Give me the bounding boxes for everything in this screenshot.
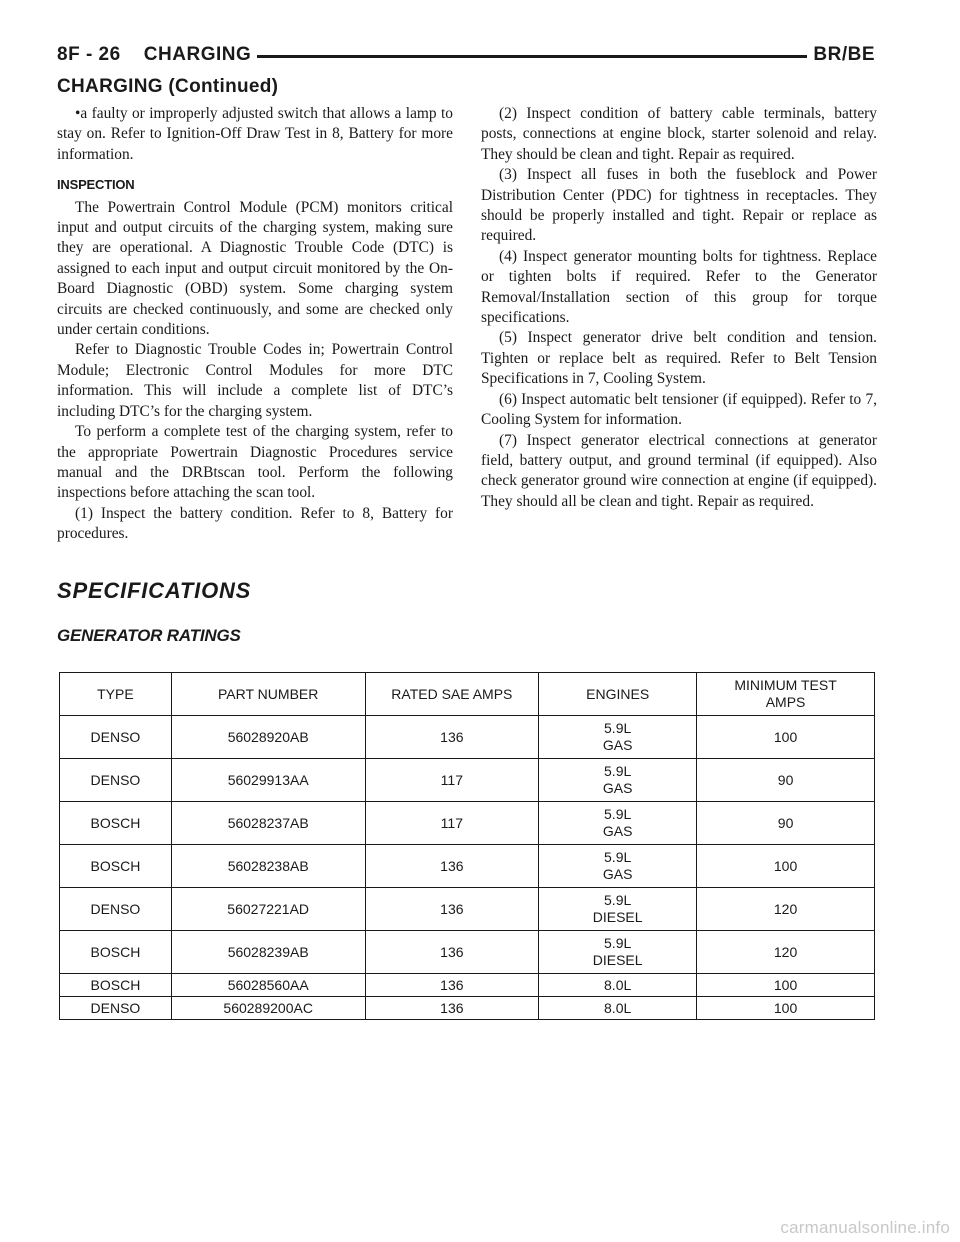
specifications-heading: SPECIFICATIONS <box>57 578 252 603</box>
cell-rated-amps: 117 <box>365 802 539 845</box>
cell-min-test-amps: 90 <box>697 759 875 802</box>
table-row <box>60 974 875 997</box>
table-row <box>60 802 875 845</box>
table-row <box>60 759 875 802</box>
cell-type: BOSCH <box>60 845 172 888</box>
section-continued-heading: CHARGING (Continued) <box>57 76 279 97</box>
cell-part-number: 56027221AD <box>171 888 365 931</box>
cell-engine: 5.9L GAS <box>539 759 697 802</box>
column-header: RATED SAE AMPS <box>365 673 539 716</box>
column-header: ENGINES <box>539 673 697 716</box>
step-1: (1) Inspect the battery condition. Refer to 8, Battery for procedures. <box>57 504 453 543</box>
cell-engine: 5.9L GAS <box>539 802 697 845</box>
cell-min-test-amps: 90 <box>697 802 875 845</box>
generator-ratings-table <box>59 672 875 1020</box>
step-7: (7) Inspect generator electrical connections at generator field, battery output, and ground terminal (if equipped). Also check generator ground wire connection at engine (if equipped). They should all be clean and tight. Repair as required. <box>481 431 877 510</box>
cell-engine: 8.0L <box>539 974 697 997</box>
cell-rated-amps: 136 <box>365 974 539 997</box>
cell-type: DENSO <box>60 997 172 1020</box>
paragraph: Refer to Diagnostic Trouble Codes in; Powertrain Control Module; Electronic Control Modules for more DTC information. This will include a complete list of DTC’s including DTC’s for the charging system. <box>57 341 453 420</box>
step-4: (4) Inspect generator mounting bolts for tightness. Replace or tighten bolts if required. Refer to the Generator Removal/Installation section of this group for torque specifications. <box>481 247 877 327</box>
cell-min-test-amps: 100 <box>697 974 875 997</box>
paragraph: The Powertrain Control Module (PCM) monitors critical input and output circuits of the charging system, making sure they are operational. A Diagnostic Trouble Code (DTC) is assigned to each input and output circuit monitored by the On-Board Diagnostic (OBD) system. Some charging system circuits are checked continuously, and some are checked only under certain conditions. <box>57 198 453 339</box>
cell-min-test-amps: 120 <box>697 888 875 931</box>
cell-rated-amps: 136 <box>365 716 539 759</box>
cell-min-test-amps: 100 <box>697 716 875 759</box>
table-row <box>60 931 875 974</box>
column-header: TYPE <box>60 673 172 716</box>
cell-rated-amps: 136 <box>365 845 539 888</box>
cell-type: BOSCH <box>60 802 172 845</box>
table-row <box>60 845 875 888</box>
column-header: PART NUMBER <box>171 673 365 716</box>
table-row <box>60 997 875 1020</box>
header-page-section: 8F - 26 CHARGING <box>57 44 257 66</box>
paragraph: To perform a complete test of the charging system, refer to the appropriate Powertrain Diagnostic Procedures service manual and the DRBtscan tool. Perform the following inspections before attaching the scan tool. <box>57 423 453 502</box>
table-header-row <box>60 673 875 716</box>
cell-rated-amps: 136 <box>365 931 539 974</box>
cell-type: DENSO <box>60 759 172 802</box>
cell-engine: 5.9L DIESEL <box>539 888 697 931</box>
cell-rated-amps: 136 <box>365 997 539 1020</box>
generator-ratings-heading: GENERATOR RATINGS <box>57 626 241 645</box>
cell-part-number: 56028237AB <box>171 802 365 845</box>
cell-type: BOSCH <box>60 974 172 997</box>
step-3: (3) Inspect all fuses in both the fuseblock and Power Distribution Center (PDC) for tightness in receptacles. They should be properly installed and tight. Repair or replace as required. <box>481 166 877 245</box>
cell-engine: 5.9L DIESEL <box>539 931 697 974</box>
bullet-paragraph: •a faulty or improperly adjusted switch that allows a lamp to stay on. Refer to Ignition-Off Draw Test in 8, Battery for more information. <box>57 105 453 163</box>
cell-type: DENSO <box>60 716 172 759</box>
header-model: BR/BE <box>807 44 875 66</box>
right-column <box>481 104 877 512</box>
page-header <box>57 44 875 72</box>
inspection-heading: INSPECTION <box>57 177 135 193</box>
table-row <box>60 888 875 931</box>
step-2: (2) Inspect condition of battery cable terminals, battery posts, connections at engine block, starter solenoid and relay. They should be clean and tight. Repair as required. <box>481 105 877 163</box>
step-5: (5) Inspect generator drive belt condition and tension. Tighten or replace belt as required. Refer to Belt Tension Specifications in 7, Cooling System. <box>481 329 877 388</box>
cell-part-number: 56028239AB <box>171 931 365 974</box>
cell-min-test-amps: 120 <box>697 931 875 974</box>
cell-min-test-amps: 100 <box>697 845 875 888</box>
cell-engine: 8.0L <box>539 997 697 1020</box>
cell-engine: 5.9L GAS <box>539 845 697 888</box>
step-6: (6) Inspect automatic belt tensioner (if equipped). Refer to 7, Cooling System for information. <box>481 390 877 429</box>
cell-rated-amps: 136 <box>365 888 539 931</box>
cell-part-number: 56028920AB <box>171 716 365 759</box>
table-row <box>60 716 875 759</box>
cell-rated-amps: 117 <box>365 759 539 802</box>
cell-part-number: 56028560AA <box>171 974 365 997</box>
cell-type: DENSO <box>60 888 172 931</box>
cell-part-number: 56029913AA <box>171 759 365 802</box>
cell-min-test-amps: 100 <box>697 997 875 1020</box>
cell-part-number: 56028238AB <box>171 845 365 888</box>
column-header: MINIMUM TEST AMPS <box>697 673 875 716</box>
watermark: carmanualsonline.info <box>780 1218 950 1237</box>
cell-part-number: 560289200AC <box>171 997 365 1020</box>
cell-type: BOSCH <box>60 931 172 974</box>
cell-engine: 5.9L GAS <box>539 716 697 759</box>
left-column <box>57 104 453 545</box>
